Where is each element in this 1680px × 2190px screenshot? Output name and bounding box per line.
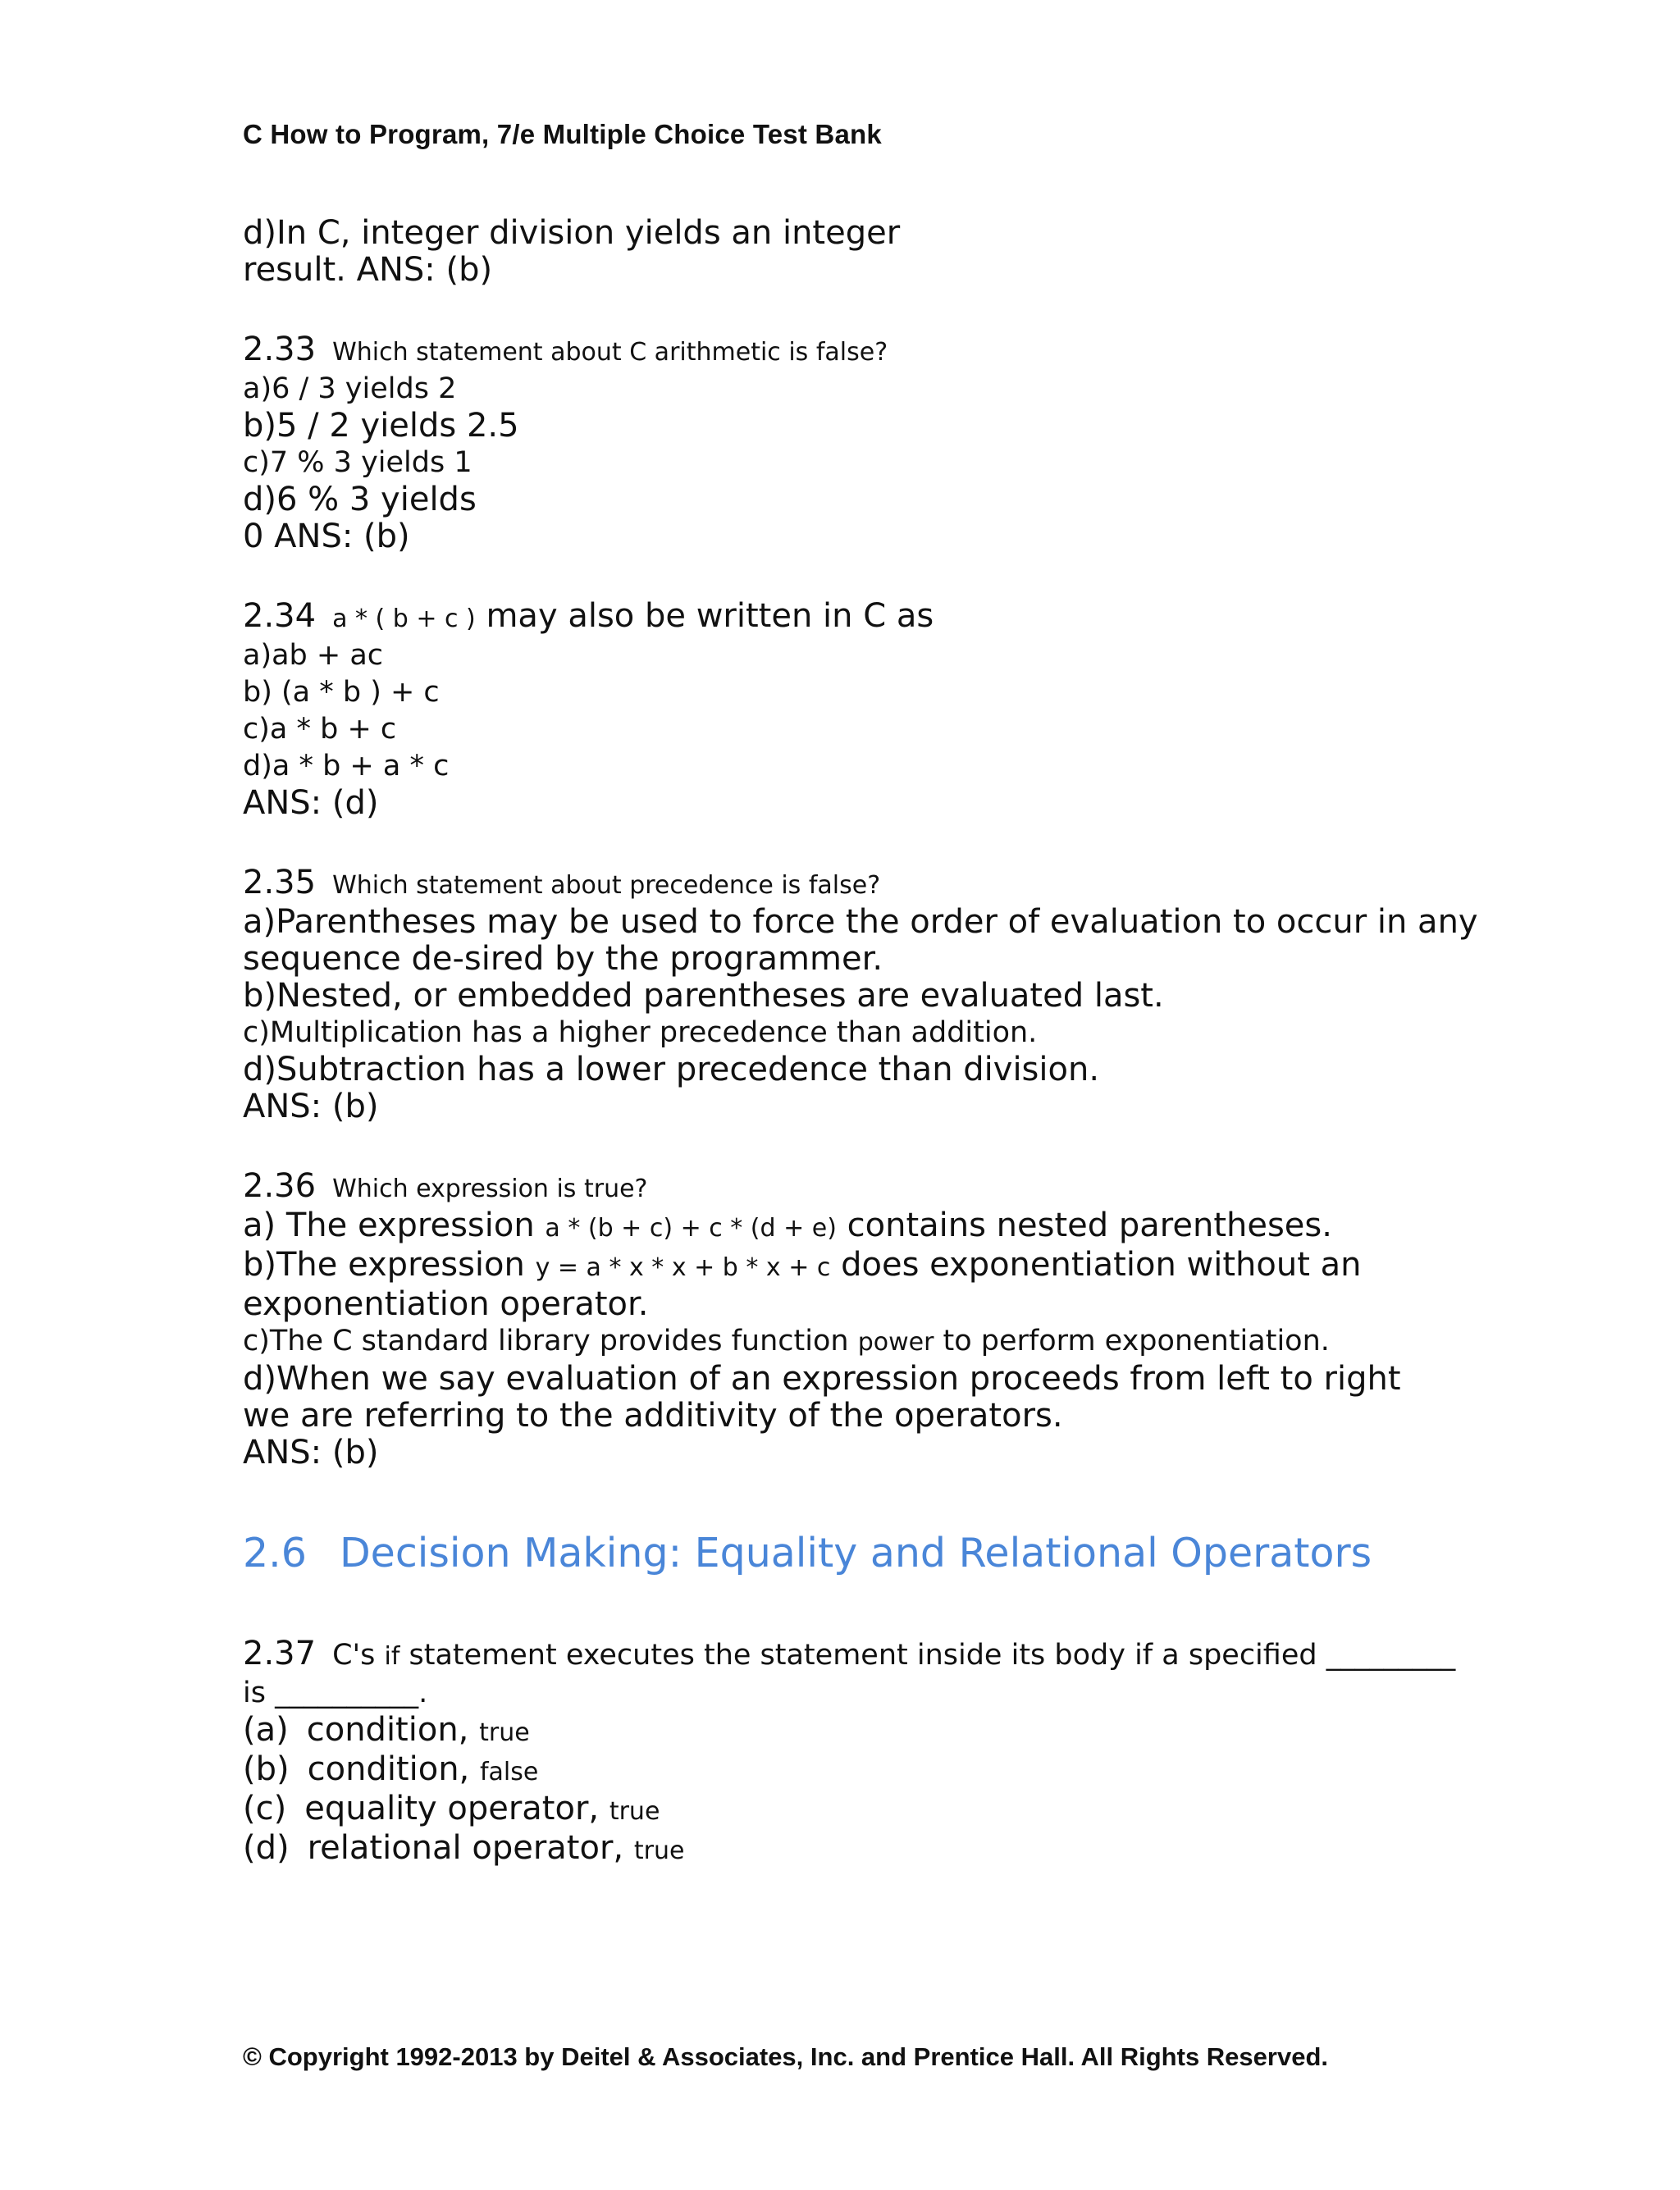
question-2-33-stem [243, 331, 1432, 371]
question-2-37-stem [243, 1635, 1456, 1675]
question-code: if [384, 1642, 400, 1671]
question-number: 2.33 [243, 331, 317, 368]
section-title: Decision Making: Equality and Relational Operators [339, 1530, 1372, 1576]
question-text: may also be written in C as [475, 597, 934, 635]
option-a-prefix: a) The expression [243, 1207, 546, 1244]
option-b-suffix: does exponentiation without an [830, 1246, 1362, 1284]
option-code: true [479, 1718, 530, 1747]
option-text: equality operator, [304, 1790, 609, 1827]
option-b [243, 1247, 1432, 1286]
question-text-suffix: statement executes the statement inside its body if a specified _________ [399, 1639, 1456, 1672]
option-c-prefix: c)The C standard library provides function [243, 1325, 858, 1357]
option-d [243, 1830, 1432, 1869]
option-b-prefix: b)The expression [243, 1246, 536, 1284]
question-number: 2.36 [243, 1167, 317, 1205]
answer: ANS: (b) [243, 1434, 379, 1471]
section-number: 2.6 [243, 1530, 307, 1576]
option-code: false [479, 1758, 539, 1786]
option-text: condition, [306, 1711, 480, 1749]
question-number: 2.37 [243, 1635, 317, 1672]
option-c: c)7 % 3 yields 1 [243, 446, 472, 479]
answer: 0 ANS: (b) [243, 518, 410, 555]
option-text: relational operator, [307, 1829, 634, 1867]
question-number: 2.34 [243, 597, 317, 635]
option-label: (b) [243, 1750, 290, 1788]
question-code: a * ( b + c ) [332, 605, 476, 633]
option-label: (c) [243, 1790, 287, 1827]
answer: ANS: (b) [243, 1088, 379, 1125]
option-c-code: power [857, 1328, 934, 1357]
option-code: true [633, 1836, 685, 1865]
option-a: a)ab + ac [243, 639, 384, 672]
section-heading [243, 1529, 1432, 1578]
question-text: Which statement about C arithmetic is false? [332, 338, 888, 367]
question-stem-line-2: is __________. [243, 1677, 428, 1709]
document-body [243, 214, 1478, 1869]
option-label: (a) [243, 1711, 289, 1749]
option-a-code: a * (b + c) + c * (d + e) [545, 1214, 837, 1243]
option-b: b)5 / 2 yields 2.5 [243, 407, 519, 445]
option-code: true [609, 1797, 660, 1826]
continuation-line-1: d)In C, integer division yields an integer [243, 214, 901, 252]
option-a: a)6 / 3 yields 2 [243, 372, 457, 405]
option-a [243, 1207, 1432, 1247]
option-c-suffix: to perform exponentiation. [934, 1325, 1330, 1357]
copyright-footer: © Copyright 1992-2013 by Deitel & Associates, Inc. and Prentice Hall. All Rights Reserved. [243, 2042, 1328, 2071]
option-d: d)Subtraction has a lower precedence than division. [243, 1051, 1100, 1088]
question-number: 2.35 [243, 864, 317, 901]
option-b: b) (a * b ) + c [243, 676, 440, 709]
question-2-35-stem [243, 865, 1432, 904]
answer: ANS: (d) [243, 784, 379, 822]
option-b-code: y = a * x * x + b * x + c [535, 1253, 831, 1282]
option-b: b)Nested, or embedded parentheses are evaluated last. [243, 977, 1164, 1015]
option-a-line-1: a)Parentheses may be used to force the order of evaluation to occur in any [243, 903, 1478, 941]
option-b [243, 1751, 1432, 1791]
option-label: (d) [243, 1829, 290, 1867]
option-d-line-1: d)When we say evaluation of an expression proceeds from left to right [243, 1360, 1401, 1398]
option-d: d)6 % 3 yields [243, 481, 477, 518]
page-header: C How to Program, 7/e Multiple Choice Test Bank [243, 119, 882, 149]
option-c [243, 1791, 1432, 1830]
option-b-line-2: exponentiation operator. [243, 1285, 649, 1323]
question-text: Which expression is true? [332, 1175, 648, 1203]
question-text: Which statement about precedence is false? [332, 871, 881, 900]
option-c: c)a * b + c [243, 713, 397, 746]
option-d: d)a * b + a * c [243, 750, 450, 782]
option-d-line-2: we are referring to the additivity of the operators. [243, 1397, 1063, 1435]
question-text-prefix: C's [332, 1639, 385, 1672]
option-c [243, 1323, 1432, 1361]
option-a-suffix: contains nested parentheses. [836, 1207, 1332, 1244]
option-a [243, 1712, 1432, 1751]
continuation-line-2: result. ANS: (b) [243, 251, 493, 289]
option-text: condition, [307, 1750, 480, 1788]
option-a-line-2: sequence de-sired by the programmer. [243, 940, 883, 978]
question-2-36-stem [243, 1168, 1432, 1207]
question-2-34-stem [243, 598, 1432, 637]
option-c: c)Multiplication has a higher precedence than addition. [243, 1016, 1038, 1049]
